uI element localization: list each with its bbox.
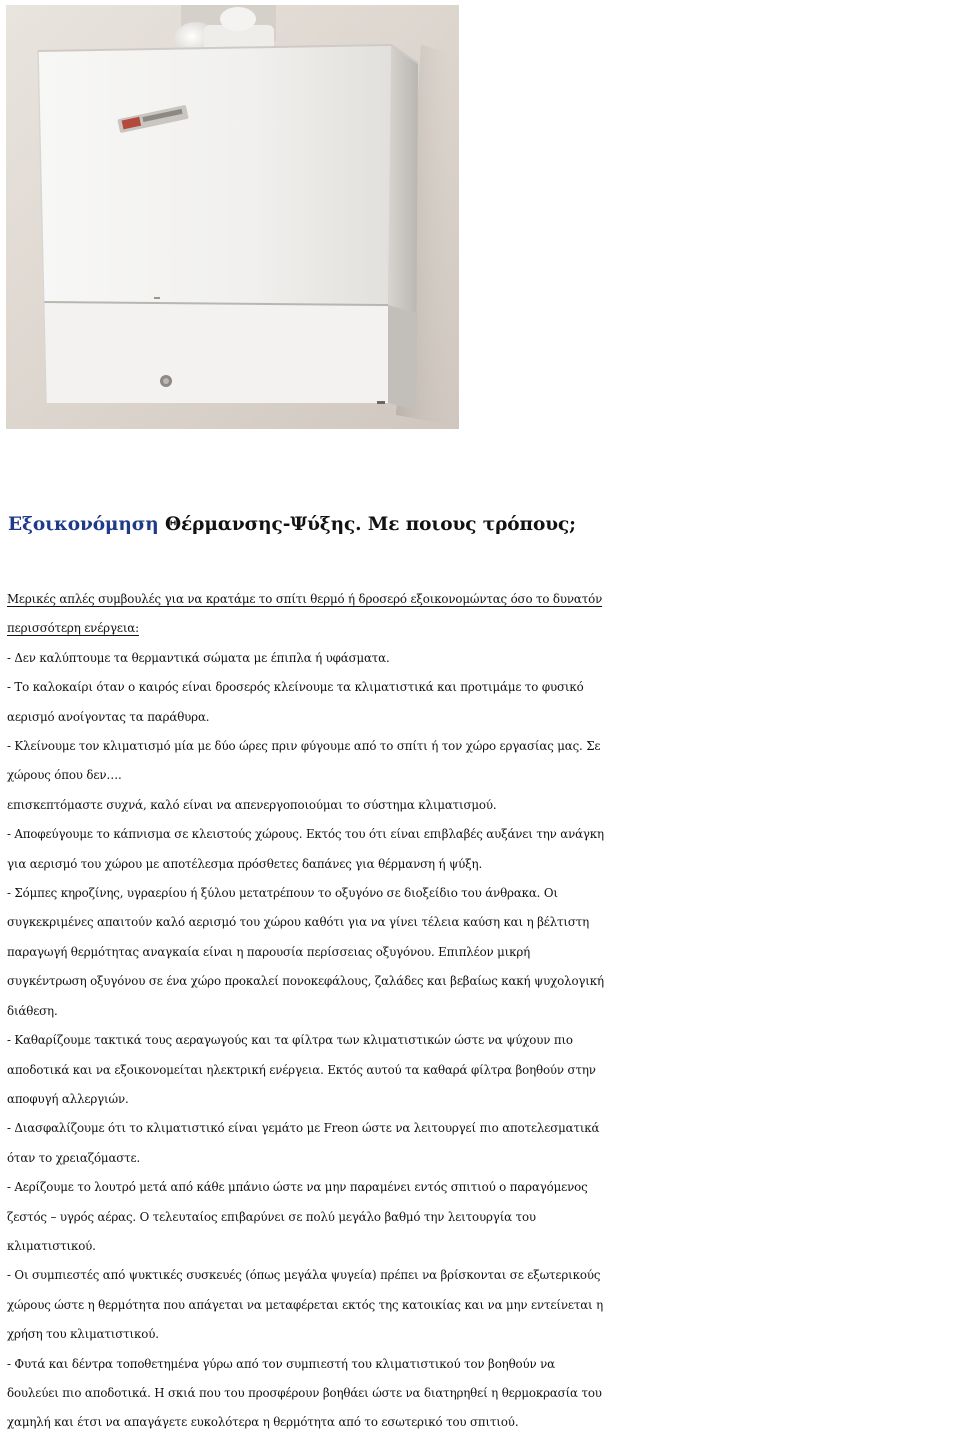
boiler-photo bbox=[6, 5, 459, 429]
tip-line: - Φυτά και δέντρα τοποθετημένα γύρω από τον συμπιεστή του κλιματιστικού τον βοηθούν να bbox=[7, 1356, 555, 1371]
tip-line: - Δεν καλύπτουμε τα θερμαντικά σώματα με έπιπλα ή υφάσματα. bbox=[7, 650, 390, 665]
tip-line: χρήση του κλιματιστικού. bbox=[7, 1327, 159, 1342]
tip-line: συγκεκριμένες απαιτούν καλό αερισμό του χώρου καθότι για να γίνει τέλεια καύση και η βέλτιστη bbox=[7, 915, 590, 930]
tip-line: - Κλείνουμε τον κλιματισμό μία με δύο ώρες πριν φύγουμε από το σπίτι ή τον χώρο εργασίας μας. Σε bbox=[7, 739, 601, 754]
tip-line: - Αερίζουμε το λουτρό μετά από κάθε μπάνιο ώστε να μην παραμένει εντός σπιτιού ο παραγόμενος bbox=[7, 1180, 588, 1195]
tip-line: επισκεπτόμαστε συχνά, καλό είναι να απενεργοποιούμαι το σύστημα κλιματισμού. bbox=[7, 797, 497, 812]
heading-highlight: Εξοικονόμηση bbox=[8, 514, 159, 535]
tip-line: δουλεύει πιο αποδοτικά. Η σκιά που του προσφέρουν βοηθάει ώστε να διατηρηθεί η θερμοκρασία του bbox=[7, 1385, 602, 1400]
tips-text bbox=[7, 585, 957, 1438]
tip-line: - Σόμπες κηροζίνης, υγραερίου ή ξύλου μετατρέπουν το οξυγόνο σε διοξείδιο του άνθρακα. Οι bbox=[7, 886, 558, 901]
tip-line: ζεστός – υγρός αέρας. Ο τελευταίος επιβαρύνει σε πολύ μεγάλο βαθμό την λειτουργία του bbox=[7, 1209, 536, 1224]
intro-line: περισσότερη ενέργεια: bbox=[7, 621, 139, 636]
tip-line: αποφυγή αλλεργιών. bbox=[7, 1091, 129, 1106]
tip-line: - Το καλοκαίρι όταν ο καιρός είναι δροσερός κλείνουμε τα κλιματιστικά και προτιμάμε το φυσικό bbox=[7, 680, 584, 695]
heading-rest: Θέρμανσης-Ψύξης. Με ποιους τρόπους; bbox=[158, 514, 576, 535]
tip-line: - Διασφαλίζουμε ότι το κλιματιστικό είναι γεμάτο με Freon ώστε να λειτουργεί πιο αποτελεσματικά bbox=[7, 1121, 600, 1136]
tip-line: αερισμό ανοίγοντας τα παράθυρα. bbox=[7, 709, 210, 724]
tip-line: για αερισμό του χώρου με αποτέλεσμα πρόσθετες δαπάνες για θέρμανση ή ψύξη. bbox=[7, 856, 483, 871]
tip-line: χώρους όπου δεν…. bbox=[7, 768, 122, 783]
tip-line: κλιματιστικού. bbox=[7, 1238, 96, 1253]
tip-line: - Καθαρίζουμε τακτικά τους αεραγωγούς και τα φίλτρα των κλιματιστικών ώστε να ψύχουν πιο bbox=[7, 1033, 573, 1048]
tip-line: όταν το χρειαζόμαστε. bbox=[7, 1150, 141, 1165]
page-heading bbox=[8, 514, 576, 535]
tip-line: συγκέντρωση οξυγόνου σε ένα χώρο προκαλεί πονοκεφάλους, ζαλάδες και βεβαίως κακή ψυχολογική bbox=[7, 974, 604, 989]
tip-line: αποδοτικά και να εξοικονομείται ηλεκτρική ενέργεια. Εκτός αυτού τα καθαρά φίλτρα βοηθούν στην bbox=[7, 1062, 596, 1077]
tip-line: χαμηλή και έτσι να απαγάγετε ευκολότερα η θερμότητα από το εσωτερικό του σπιτιού. bbox=[7, 1415, 519, 1430]
tip-line: χώρους ώστε η θερμότητα που απάγεται να μεταφέρεται εκτός της κατοικίας και να μην εντείνεται η bbox=[7, 1297, 604, 1312]
tip-line: - Αποφεύγουμε το κάπνισμα σε κλειστούς χώρους. Εκτός του ότι είναι επιβλαβές αυξάνει την ανάγκη bbox=[7, 827, 604, 842]
tip-line: διάθεση. bbox=[7, 1003, 58, 1018]
tip-line: παραγωγή θερμότητας αναγκαία είναι η παρουσία περίσσειας οξυγόνου. Επιπλέον μικρή bbox=[7, 944, 531, 959]
intro-line: Μερικές απλές συμβουλές για να κρατάμε το σπίτι θερμό ή δροσερό εξοικονομώντας όσο το δυνατόν bbox=[7, 592, 603, 606]
tip-line: - Οι συμπιεστές από ψυκτικές συσκευές (όπως μεγάλα ψυγεία) πρέπει να βρίσκονται σε εξωτερικούς bbox=[7, 1268, 601, 1283]
